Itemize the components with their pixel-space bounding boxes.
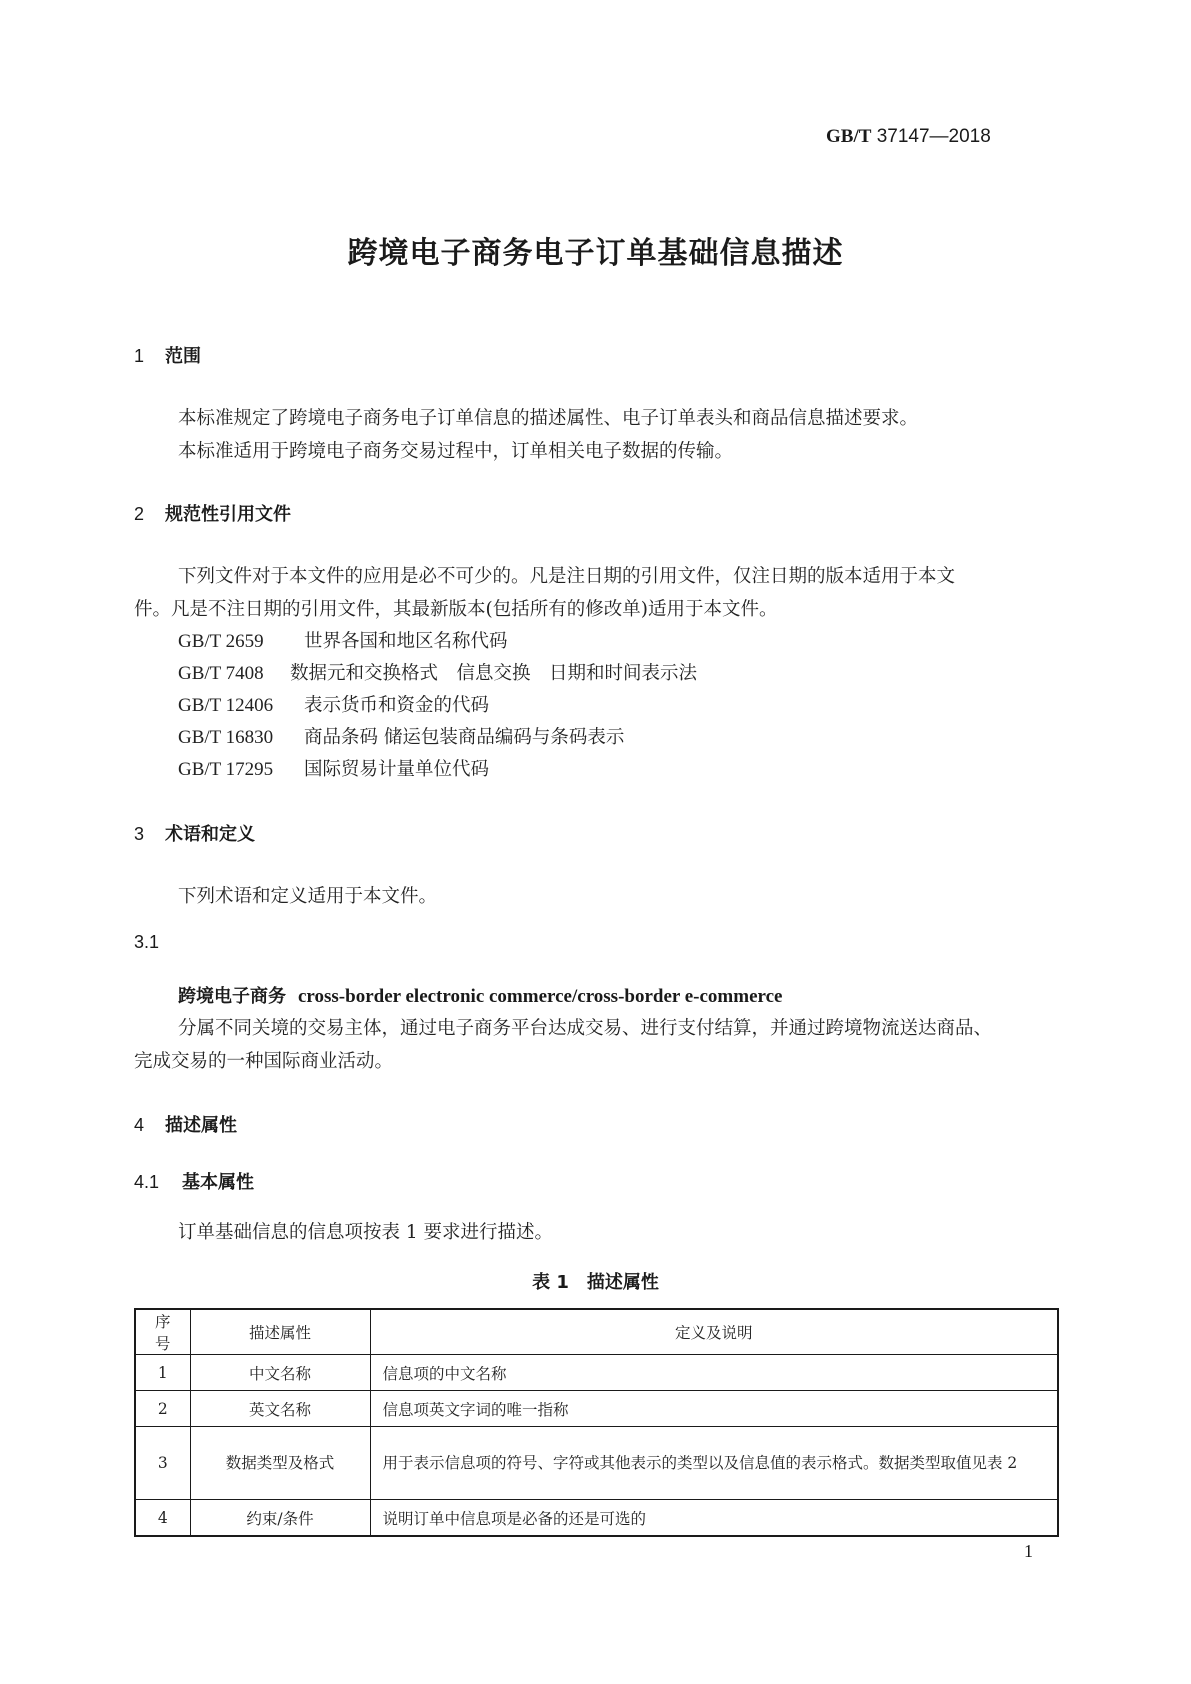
section-1-paragraph-1: 本标准规定了跨境电子商务电子订单信息的描述属性、电子订单表头和商品信息描述要求。 xyxy=(178,408,919,429)
section-title: 术语和定义 xyxy=(165,824,255,845)
reference-item xyxy=(178,691,489,717)
section-number: 3 xyxy=(134,824,145,844)
reference-code: GB/T 12406 xyxy=(178,695,274,716)
attribute-description: 用于表示信息项的符号、字符或其他表示的类型以及信息值的表示格式。数据类型取值见表 2 xyxy=(370,1427,1058,1500)
section-3-intro: 下列术语和定义适用于本文件。 xyxy=(178,886,438,907)
standard-prefix: GB/T xyxy=(826,126,872,147)
attribute-description: 说明订单中信息项是必备的还是可选的 xyxy=(370,1500,1058,1537)
row-number: 3 xyxy=(135,1427,190,1500)
attribute-name: 约束/条件 xyxy=(190,1500,370,1537)
section-3-heading xyxy=(134,820,255,846)
section-2-heading xyxy=(134,500,291,526)
term-entry xyxy=(178,982,782,1008)
column-header: 定义及说明 xyxy=(370,1309,1058,1355)
attribute-name: 中文名称 xyxy=(190,1355,370,1391)
subsection-4-1-heading xyxy=(134,1168,254,1194)
term-definition-line-1: 分属不同关境的交易主体，通过电子商务平台达成交易、进行支付结算，并通过跨境物流送达商品、 xyxy=(178,1018,993,1039)
section-1-heading xyxy=(134,342,201,368)
reference-code: GB/T 7408 xyxy=(178,663,264,684)
section-4-intro: 订单基础信息的信息项按表 1 要求进行描述。 xyxy=(178,1222,554,1243)
reference-item xyxy=(178,723,624,749)
reference-title: 国际贸易计量单位代码 xyxy=(304,759,490,780)
attribute-name: 数据类型及格式 xyxy=(190,1427,370,1500)
section-2-intro-line-1: 下列文件对于本文件的应用是必不可少的。凡是注日期的引用文件，仅注日期的版本适用于本文 xyxy=(178,566,956,587)
section-number: 4 xyxy=(134,1115,145,1135)
attribute-description: 信息项的中文名称 xyxy=(370,1355,1058,1391)
section-title: 范围 xyxy=(165,346,201,367)
subsection-title: 基本属性 xyxy=(182,1172,254,1193)
section-title: 描述属性 xyxy=(165,1115,237,1136)
subsection-number: 4.1 xyxy=(134,1172,160,1192)
reference-code: GB/T 2659 xyxy=(178,631,264,652)
section-4-heading xyxy=(134,1111,237,1137)
row-number: 2 xyxy=(135,1391,190,1427)
reference-title: 数据元和交换格式 信息交换 日期和时间表示法 xyxy=(290,663,698,684)
table-row xyxy=(135,1391,1058,1427)
row-number: 1 xyxy=(135,1355,190,1391)
column-header: 描述属性 xyxy=(190,1309,370,1355)
reference-item xyxy=(178,659,697,685)
table-row xyxy=(135,1500,1058,1537)
document-title: 跨境电子商务电子订单基础信息描述 xyxy=(347,236,844,271)
reference-title: 世界各国和地区名称代码 xyxy=(304,631,508,652)
table-header-row xyxy=(135,1309,1058,1355)
section-2-intro-line-2: 件。凡是不注日期的引用文件，其最新版本(包括所有的修改单)适用于本文件。 xyxy=(134,599,778,620)
reference-item xyxy=(178,627,508,653)
term-chinese: 跨境电子商务 xyxy=(178,986,286,1007)
standard-number: 37147—2018 xyxy=(876,126,991,147)
description-attributes-table xyxy=(134,1308,1059,1537)
table-row xyxy=(135,1355,1058,1391)
section-1-paragraph-2: 本标准适用于跨境电子商务交易过程中，订单相关电子数据的传输。 xyxy=(178,441,734,462)
subsection-number: 3.1 xyxy=(134,932,160,952)
page-number: 1 xyxy=(1024,1541,1033,1561)
reference-code: GB/T 16830 xyxy=(178,727,274,748)
term-definition-line-2: 完成交易的一种国际商业活动。 xyxy=(134,1051,394,1072)
reference-item xyxy=(178,755,489,781)
section-number: 2 xyxy=(134,504,145,524)
reference-title: 商品条码 储运包装商品编码与条码表示 xyxy=(304,727,625,748)
row-number: 4 xyxy=(135,1500,190,1537)
section-title: 规范性引用文件 xyxy=(165,504,291,525)
attribute-description: 信息项英文字词的唯一指称 xyxy=(370,1391,1058,1427)
column-header: 序号 xyxy=(135,1309,190,1355)
section-number: 1 xyxy=(134,346,145,366)
reference-title: 表示货币和资金的代码 xyxy=(304,695,490,716)
table-caption: 表 1 描述属性 xyxy=(532,1272,659,1293)
reference-code: GB/T 17295 xyxy=(178,759,274,780)
table-row xyxy=(135,1427,1058,1500)
standard-code xyxy=(826,126,991,148)
term-english: cross-border electronic commerce/cross-border e-commerce xyxy=(298,986,783,1007)
attribute-name: 英文名称 xyxy=(190,1391,370,1427)
